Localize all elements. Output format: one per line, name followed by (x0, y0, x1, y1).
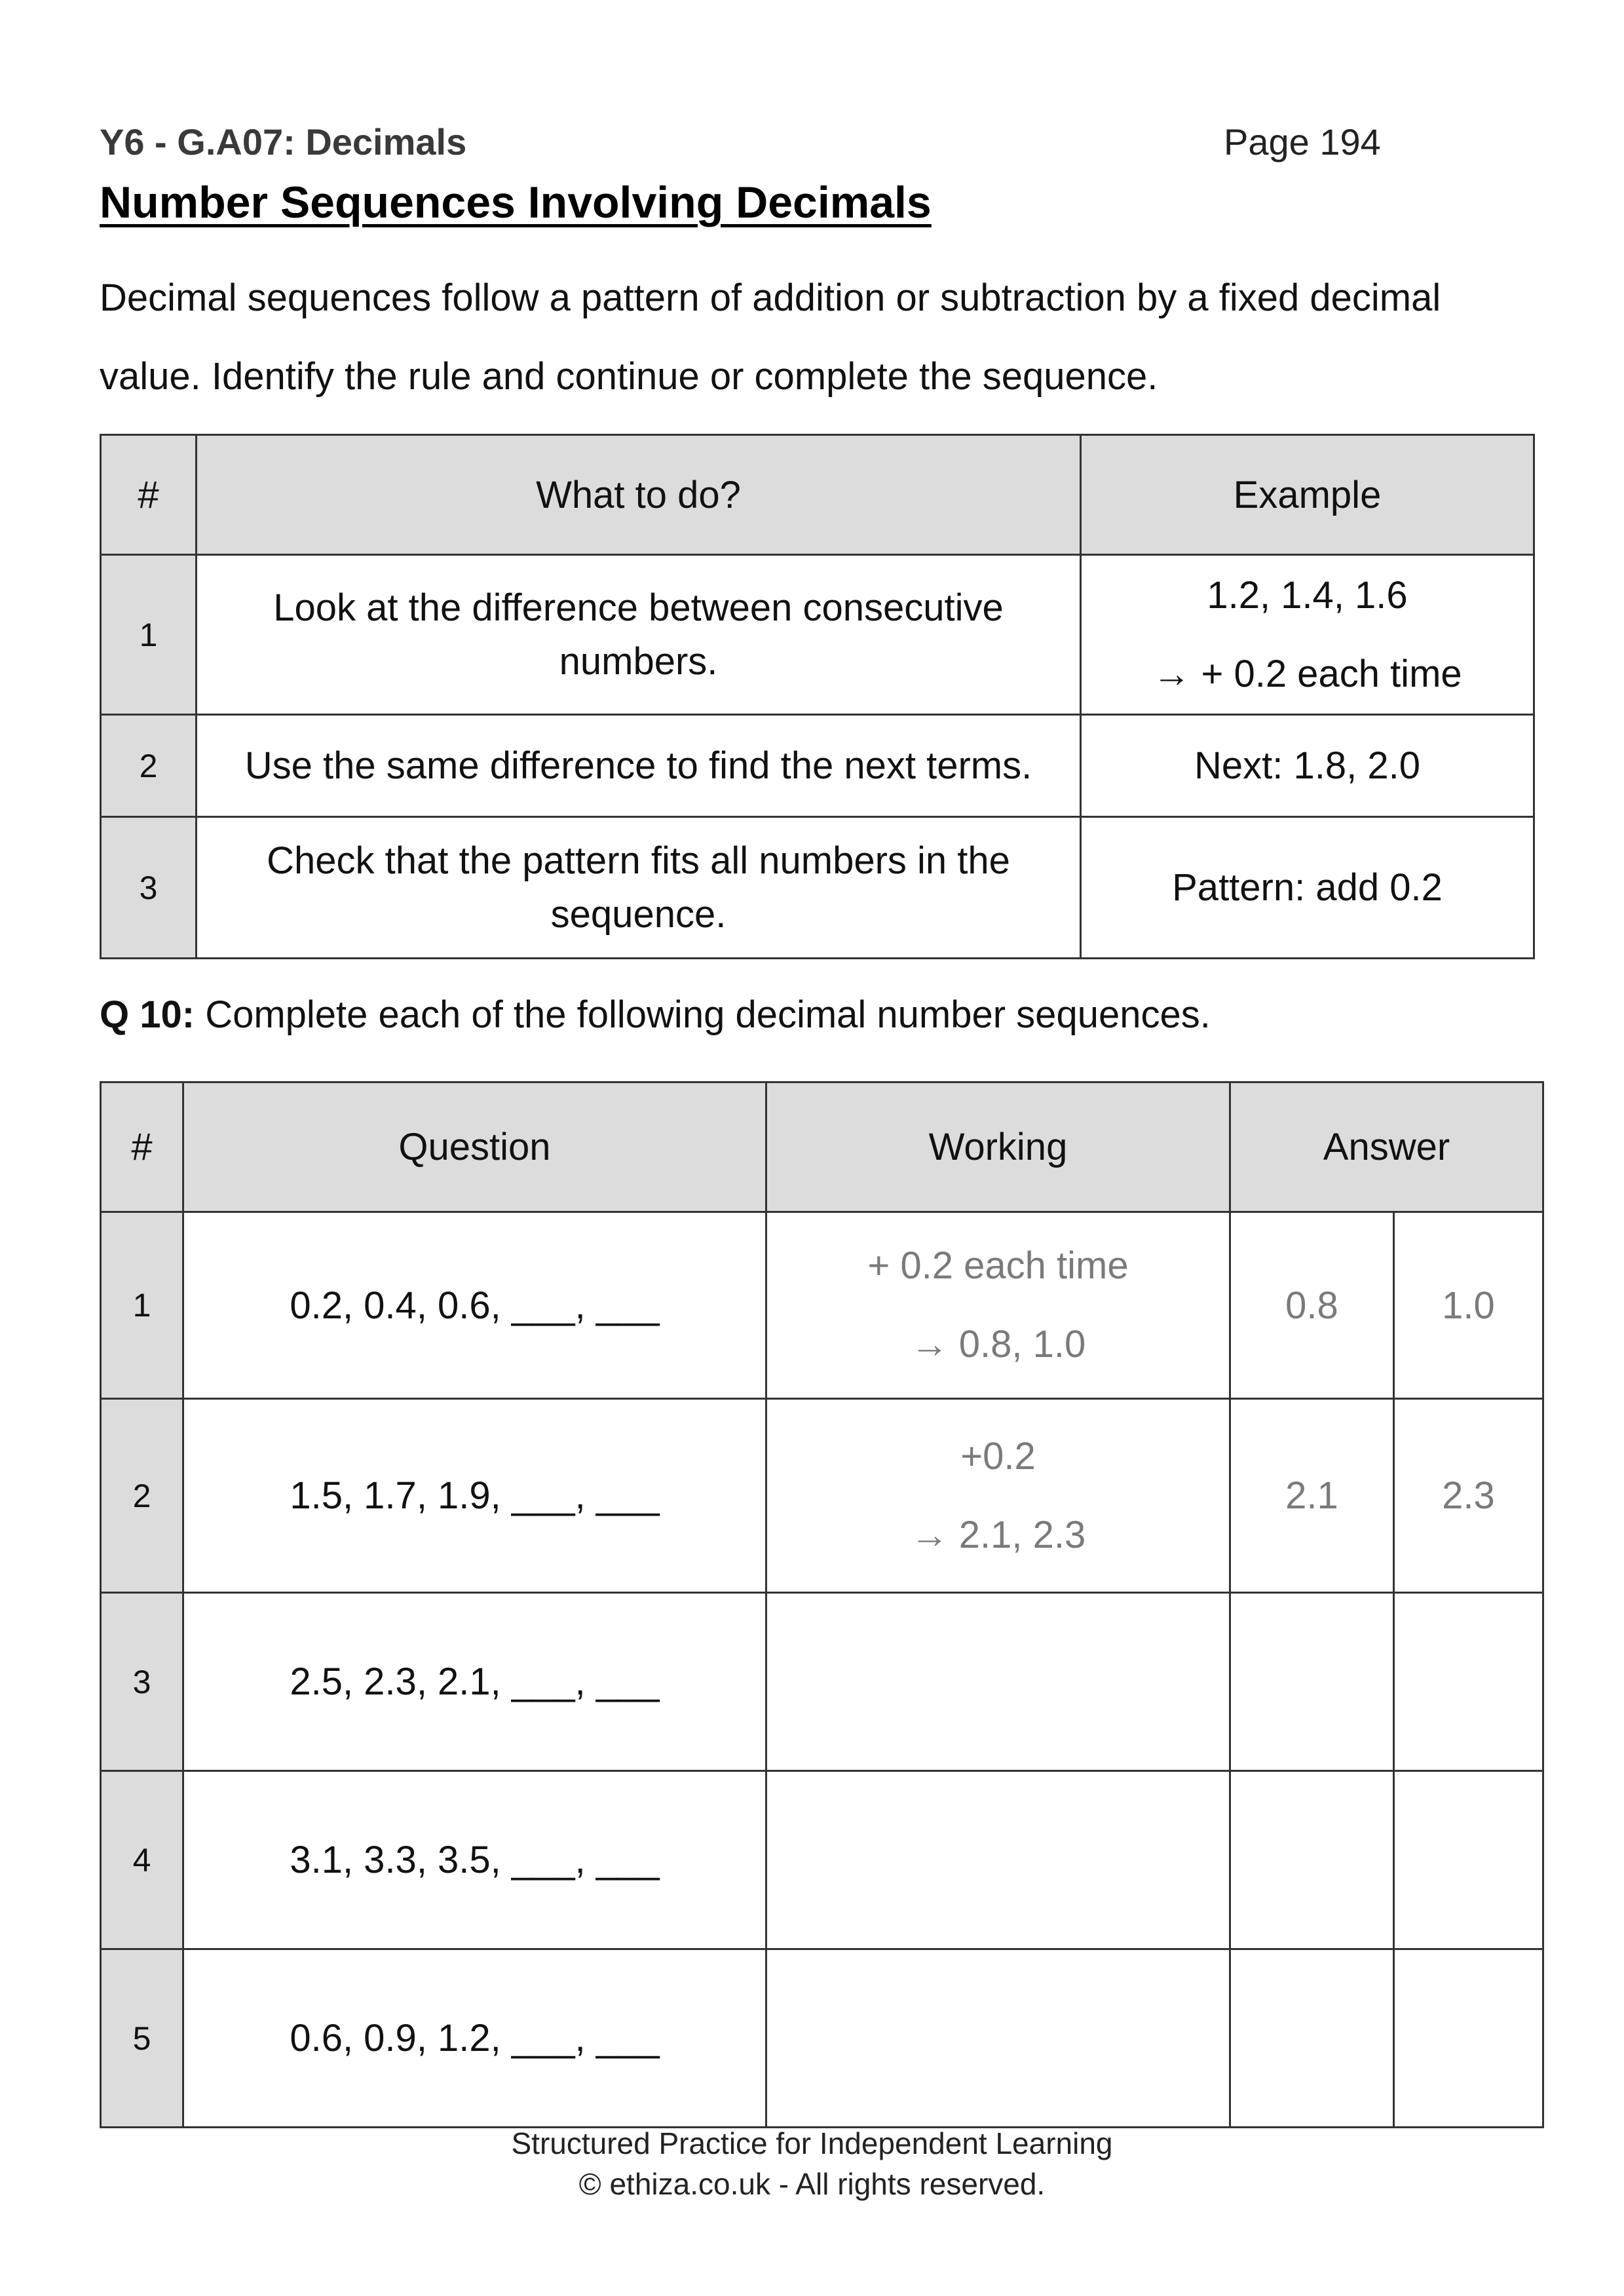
working-line-1: + 0.2 each time (867, 1244, 1129, 1287)
working-header-number: # (101, 1082, 183, 1212)
question-text: Complete each of the following decimal number sequences. (205, 993, 1211, 1036)
table-row (101, 1593, 1543, 1771)
row-number: 5 (101, 1949, 183, 2128)
table-row (101, 1212, 1543, 1399)
answer-cell-2[interactable] (1394, 1771, 1543, 1949)
answer-cell-2[interactable]: 1.0 (1394, 1212, 1543, 1399)
guide-row (101, 715, 1534, 817)
working-header-answer: Answer (1230, 1082, 1543, 1212)
working-header-working: Working (766, 1082, 1230, 1212)
working-line-2: → 0.8, 1.0 (910, 1323, 1086, 1366)
guide-header-number: # (101, 435, 197, 555)
working-table (100, 1081, 1544, 2128)
working-cell[interactable] (766, 1593, 1230, 1771)
row-number: 4 (101, 1771, 183, 1949)
working-header-question: Question (183, 1082, 766, 1212)
guide-row-what: Check that the pattern fits all numbers in the sequence. (197, 817, 1081, 959)
row-number: 3 (101, 1593, 183, 1771)
table-row (101, 1399, 1543, 1593)
question-prompt (100, 993, 1211, 1037)
footer (0, 2123, 1624, 2204)
guide-row-example: Pattern: add 0.2 (1081, 817, 1534, 959)
answer-cell-2[interactable]: 2.3 (1394, 1399, 1543, 1593)
guide-header-example: Example (1081, 435, 1534, 555)
guide-row-what: Use the same difference to find the next terms. (197, 715, 1081, 817)
row-number: 2 (101, 1399, 183, 1593)
working-cell[interactable] (766, 1212, 1230, 1399)
answer-cell-1[interactable]: 2.1 (1230, 1399, 1394, 1593)
sequence-question: 0.2, 0.4, 0.6, ___, ___ (183, 1212, 766, 1399)
answer-cell-1[interactable]: 0.8 (1230, 1212, 1394, 1399)
page-title: Number Sequences Involving Decimals (100, 178, 932, 227)
question-label: Q 10: (100, 993, 195, 1036)
guide-example-line-1: 1.2, 1.4, 1.6 (1207, 573, 1408, 617)
table-row (101, 1949, 1543, 2128)
guide-row-what: Look at the difference between consecutive numbers. (197, 555, 1081, 715)
working-header-row (101, 1082, 1543, 1212)
answer-cell-1[interactable] (1230, 1949, 1394, 2128)
guide-header-row (101, 435, 1534, 555)
working-cell[interactable] (766, 1399, 1230, 1593)
table-row (101, 1771, 1543, 1949)
answer-cell-1[interactable] (1230, 1593, 1394, 1771)
guide-header-what: What to do? (197, 435, 1081, 555)
guide-row (101, 555, 1534, 715)
guide-row-example: Next: 1.8, 2.0 (1081, 715, 1534, 817)
sequence-question: 3.1, 3.3, 3.5, ___, ___ (183, 1771, 766, 1949)
footer-copyright: © ethiza.co.uk - All rights reserved. (578, 2167, 1046, 2201)
intro-text: Decimal sequences follow a pattern of addition or subtraction by a fixed decimal value. Identify the rule and continue or complete the sequence. (100, 277, 1441, 398)
working-line-2: → 2.1, 2.3 (910, 1513, 1086, 1556)
guide-table (100, 434, 1535, 959)
sequence-question: 0.6, 0.9, 1.2, ___, ___ (183, 1949, 766, 2128)
worksheet-subject: Y6 - G.A07: Decimals (100, 121, 467, 163)
answer-cell-1[interactable] (1230, 1771, 1394, 1949)
guide-row (101, 817, 1534, 959)
footer-tagline: Structured Practice for Independent Learning (511, 2126, 1113, 2160)
answer-cell-2[interactable] (1394, 1949, 1543, 2128)
sequence-question: 2.5, 2.3, 2.1, ___, ___ (183, 1593, 766, 1771)
guide-row-number: 1 (101, 555, 197, 715)
guide-row-example (1081, 555, 1534, 715)
working-cell[interactable] (766, 1771, 1230, 1949)
guide-row-number: 3 (101, 817, 197, 959)
working-line-1: +0.2 (960, 1434, 1036, 1478)
sequence-question: 1.5, 1.7, 1.9, ___, ___ (183, 1399, 766, 1593)
guide-example-line-2: → + 0.2 each time (1152, 652, 1462, 695)
answer-cell-2[interactable] (1394, 1593, 1543, 1771)
working-cell[interactable] (766, 1949, 1230, 2128)
row-number: 1 (101, 1212, 183, 1399)
page-number: Page 194 (1224, 121, 1381, 163)
guide-row-number: 2 (101, 715, 197, 817)
